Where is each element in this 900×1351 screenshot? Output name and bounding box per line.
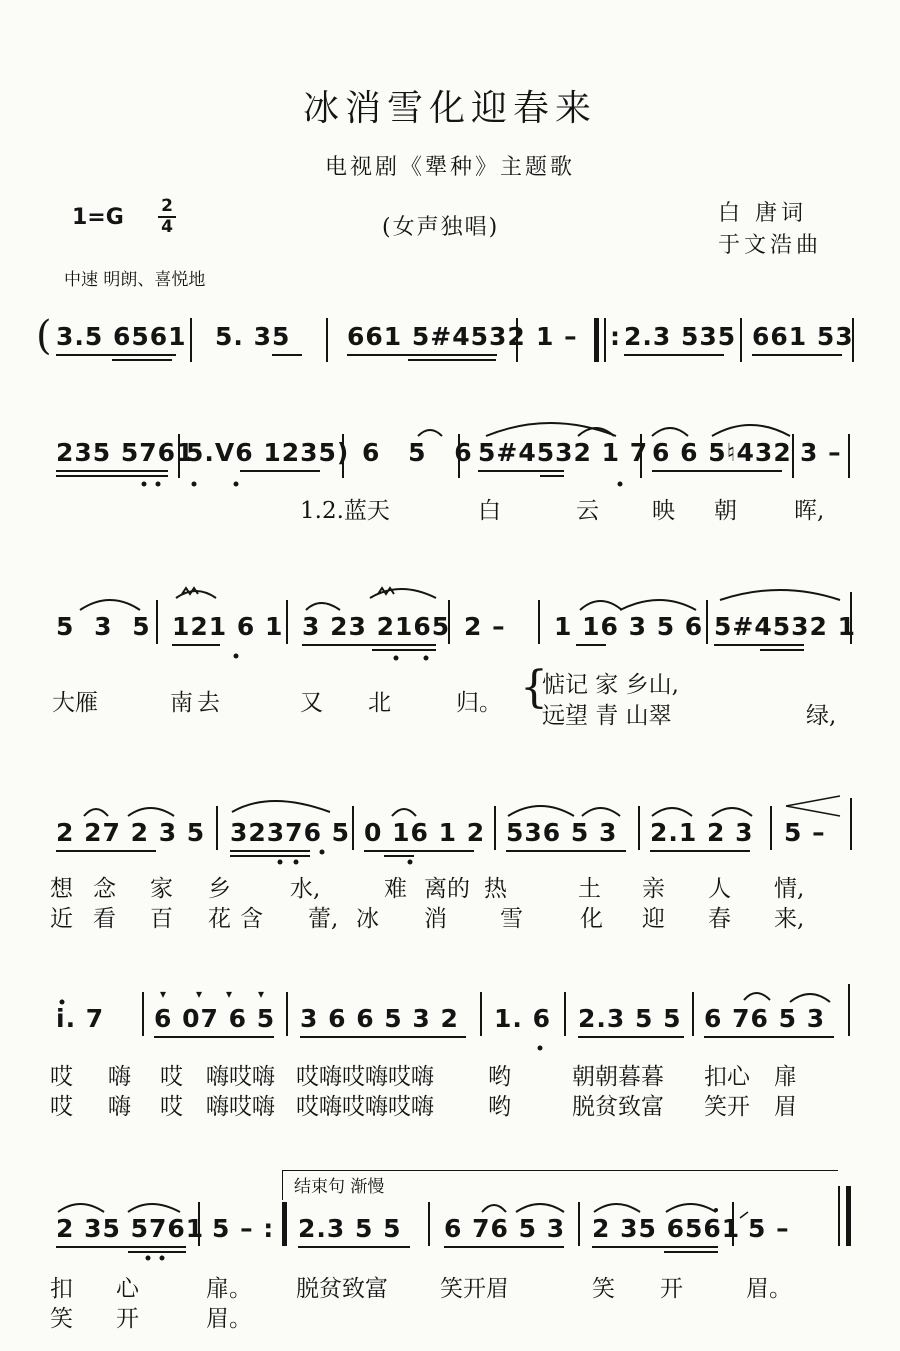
measure: 2 35 6561 <box>592 1214 741 1243</box>
lyric: 嗨哎嗨 <box>206 1094 275 1120</box>
lyric: 哎 <box>50 1094 73 1120</box>
lyric: 化 <box>580 906 603 932</box>
measure: 1 – <box>536 322 578 351</box>
measure: 5.ᐯ6 1235) <box>186 438 350 467</box>
lyric: 朝朝暮暮 <box>572 1064 664 1090</box>
lyric: 想念 <box>50 876 136 902</box>
slur-icon <box>580 601 622 610</box>
measure: 2 35 5761 <box>56 1214 205 1243</box>
measure: 3.5 6561 <box>56 322 187 351</box>
lyric: 心 <box>116 1276 139 1302</box>
lyric: 归。 <box>456 690 502 716</box>
measure: 3 – <box>800 438 842 467</box>
slur-icon <box>712 808 752 816</box>
measure: 235 5761 <box>56 438 195 467</box>
lyric: 哎 <box>50 1064 73 1090</box>
svg-text:▾: ▾ <box>258 987 265 1001</box>
lyric: 笑开眉 <box>440 1276 509 1302</box>
lyric: 开 <box>116 1306 139 1332</box>
lyric: 难 <box>384 876 407 902</box>
lyric: 笑开 <box>704 1094 750 1120</box>
measure: 6 6 5♮432 <box>652 438 792 467</box>
slur-icon <box>392 809 416 816</box>
lyric: 笑 <box>50 1306 73 1332</box>
brace-open-icon: ( <box>36 313 52 359</box>
lyric: 离的 <box>424 876 470 902</box>
lyric: 绿, <box>806 703 837 729</box>
lyric: 迎 <box>642 906 665 932</box>
lyric: 哟 <box>488 1094 511 1120</box>
measure: 5 – <box>748 1214 790 1243</box>
lyric: 热 <box>484 876 507 902</box>
song-subtitle: 电视剧《犟种》主题歌 <box>324 155 575 180</box>
lyric: 花 <box>208 906 231 932</box>
lyric: 南去 <box>170 690 224 716</box>
measure: 3 6 6 5 3 2 <box>300 1004 459 1033</box>
slur-icon <box>744 993 770 1000</box>
lyric: 哎 <box>160 1064 183 1090</box>
lyric: 白 <box>478 498 501 524</box>
lyric: 土 <box>578 876 601 902</box>
measure: 2.3 5 5 <box>298 1214 402 1243</box>
lyric: 春 <box>708 906 731 932</box>
measure: 2 – <box>464 612 506 641</box>
slur-icon <box>652 428 688 436</box>
measure: 661 5#4532 <box>347 322 526 351</box>
measure: 5 3 5 <box>56 612 156 641</box>
lyric: 蕾, <box>308 906 339 932</box>
measure: 0 16 1 2 <box>364 818 486 847</box>
lyric: 哟 <box>488 1064 511 1090</box>
slur-icon <box>786 796 840 816</box>
lyric: 含 <box>240 906 263 932</box>
lyric: 哎 <box>160 1094 183 1120</box>
song-title: 冰消雪化迎春来 <box>302 88 597 129</box>
key-signature: 1=G <box>72 205 124 230</box>
measure: 2 27 2 3 5 <box>56 818 206 847</box>
slur-icon <box>740 1212 748 1218</box>
lyric: 朝 <box>714 498 737 524</box>
lyric: 哎嗨哎嗨哎嗨 <box>296 1094 434 1120</box>
lyric: 脱贫致富 <box>296 1276 388 1302</box>
ending-label: 结束句 渐慢 <box>294 1177 385 1197</box>
lyric: 扉 <box>774 1064 797 1090</box>
lyric: 亲 <box>642 876 665 902</box>
lyric: 嗨哎嗨 <box>206 1064 275 1090</box>
lyric: 晖, <box>794 498 825 524</box>
slur-icon <box>720 590 840 600</box>
slur-icon <box>712 425 790 436</box>
lyric: 扉。 <box>206 1276 252 1302</box>
lyric: 情, <box>774 876 805 902</box>
time-signature-bottom: 4 <box>161 217 173 237</box>
lyric: 家 <box>150 876 173 902</box>
lyric: 大雁 <box>52 690 98 716</box>
slur-icon <box>582 808 620 816</box>
slur-icon <box>128 1204 180 1212</box>
slur-icon <box>476 996 520 1002</box>
measure: 661 53 <box>752 322 854 351</box>
measure: 2.3 5 5 <box>578 1004 682 1033</box>
lyric-verse-1: 惦记 家 乡山, <box>542 672 679 698</box>
lyric: 嗨 <box>108 1064 131 1090</box>
slur-icon <box>306 603 340 610</box>
slur-icon <box>790 994 830 1002</box>
measure: 5#4532 1 <box>714 612 857 641</box>
lyric: 来, <box>774 906 805 932</box>
measure: i. 7 <box>56 1004 105 1033</box>
measure: 2.1 2 3 <box>650 818 754 847</box>
lyric: 扣心 <box>704 1064 750 1090</box>
measure: 5. 35 <box>215 322 291 351</box>
slur-icon <box>482 1205 506 1212</box>
slur-icon <box>666 1204 716 1212</box>
slur-icon <box>418 430 442 436</box>
measure: 1. 6 <box>494 1004 551 1033</box>
lyric: 眉。 <box>746 1276 792 1302</box>
measure: 6 5 6 <box>362 438 482 467</box>
measure: 32376 5 <box>230 818 351 847</box>
lyric: 冰 <box>356 906 379 932</box>
lyric: 乡 <box>208 876 231 902</box>
lyric: 人 <box>708 876 731 902</box>
lyric: 眉 <box>774 1094 797 1120</box>
measure: 6 07 6 5 <box>154 1004 276 1033</box>
lyric: 脱贫致富 <box>572 1094 664 1120</box>
lyric: 1.2.蓝天 <box>300 498 390 524</box>
slur-icon <box>84 809 108 816</box>
lyricist-credit: 白 唐词 <box>718 201 807 226</box>
measure: 536 5 3 <box>506 818 618 847</box>
measure: 6 76 5 3 <box>704 1004 826 1033</box>
lyric: 北 <box>368 690 391 716</box>
lyric: 又 <box>300 690 323 716</box>
slur-icon <box>516 1204 564 1212</box>
measure: 121 6 1 <box>172 612 284 641</box>
lyric: 扣 <box>50 1276 73 1302</box>
composer-credit: 于文浩曲 <box>718 233 823 258</box>
slur-icon <box>58 1204 104 1212</box>
lyric-brace-icon: { <box>520 662 548 713</box>
lyric: 哎嗨哎嗨哎嗨 <box>296 1064 434 1090</box>
lyric: 映 <box>652 498 675 524</box>
lyric: 水, <box>290 876 321 902</box>
svg-text:▾: ▾ <box>226 987 233 1001</box>
svg-text:▾: ▾ <box>160 987 167 1001</box>
slur-icon <box>652 808 692 816</box>
lyric: 消 <box>424 906 447 932</box>
measure: 1 16 3 5 6 <box>554 612 704 641</box>
lyric: 百 <box>150 906 173 932</box>
measure: 6 76 5 3 <box>444 1214 566 1243</box>
measure: 2.3 535 <box>624 322 737 351</box>
slur-icon <box>232 801 330 812</box>
slur-icon <box>128 808 174 816</box>
slur-icon <box>508 806 574 816</box>
measure: 5 – <box>784 818 826 847</box>
slur-icon <box>486 423 616 436</box>
measure: 5 – : <box>212 1214 275 1243</box>
slur-icon <box>620 600 696 610</box>
lyric: 开 <box>660 1276 683 1302</box>
tempo-marking: 中速 明朗、喜悦地 <box>64 270 206 290</box>
lyric: 近看 <box>50 906 136 932</box>
measure: 3 23 2165 <box>302 612 451 641</box>
lyric: 笑 <box>592 1276 615 1302</box>
voice-type: (女声独唱) <box>382 215 500 240</box>
lyric: 眉。 <box>206 1306 252 1332</box>
svg-text:▾: ▾ <box>196 987 203 1001</box>
measure: 5#4532 1 7 <box>478 438 649 467</box>
lyric-verse-2: 远望 青 山翠 <box>542 703 672 729</box>
time-signature-top: 2 <box>161 196 173 216</box>
lyric: 云 <box>576 498 599 524</box>
slur-icon <box>594 1204 640 1212</box>
slur-icon <box>80 600 140 610</box>
lyric: 雪 <box>500 906 523 932</box>
lyric: 嗨 <box>108 1094 131 1120</box>
